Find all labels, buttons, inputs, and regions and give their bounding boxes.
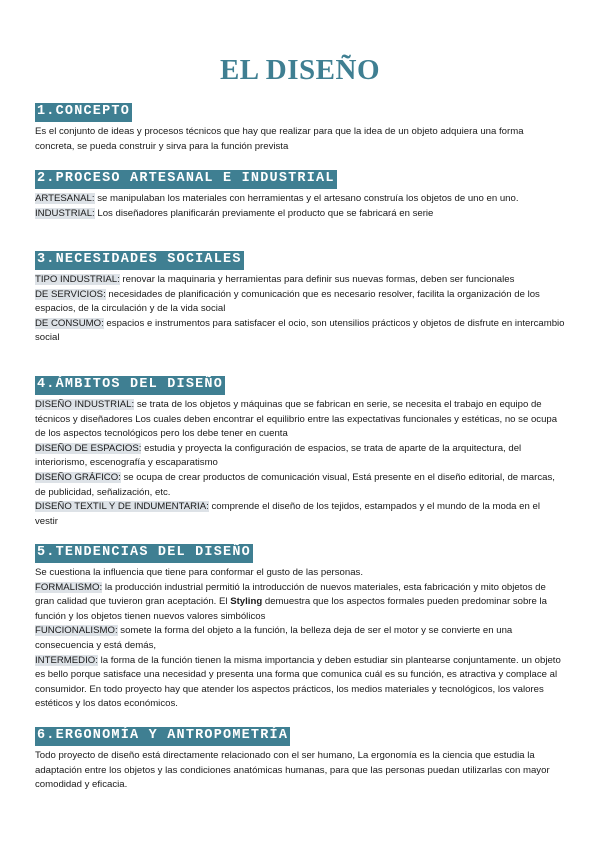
term-label: DE CONSUMO: bbox=[35, 317, 104, 329]
paragraph bbox=[35, 581, 565, 625]
paragraph-text: estudia y proyecta la configuración de espacios, se trata de aparte de la arquitectura, del interiorismo, escenografía y escaparatismo bbox=[35, 442, 522, 469]
bold-term: Styling bbox=[230, 596, 263, 608]
paragraph-text: se ocupa de crear productos de comunicación visual, Está presente en el diseño editorial, de marcas, de publicidad, señalización, etc. bbox=[35, 471, 555, 498]
paragraph-text: espacios e instrumentos para satisfacer el ocio, son utensilios prácticos y objetos de disfrute en intercambio social bbox=[35, 317, 565, 344]
paragraph-text: Es el conjunto de ideas y procesos técnicos que hay que realizar para que la idea de un objeto adquiera una forma concreta, se pueda construir y sirva para la función prevista bbox=[35, 126, 524, 152]
paragraph-text: Todo proyecto de diseño está directamente relacionado con el ser humano, La ergonomía es la ciencia que estudia la adaptación entre los objetos y las condiciones anatómicas humanas, para que las personas puedan utilizarlas con mayor comodidad y eficacia. bbox=[35, 750, 550, 791]
paragraph-text: necesidades de planificación y comunicación que es necesario resolver, facilita la organización de los espacios, de la circulación y de la vida social bbox=[35, 288, 540, 315]
paragraph-text: somete la forma del objeto a la función, la belleza deja de ser el motor y se convierte en una consecuencia y está demás, bbox=[35, 625, 513, 651]
section-heading: 6.ERGONOMÍA Y ANTROPOMETRÍA bbox=[35, 727, 290, 746]
term-label: FORMALISMO: bbox=[35, 581, 103, 593]
paragraph bbox=[35, 125, 565, 154]
paragraph bbox=[35, 273, 565, 288]
paragraph bbox=[35, 288, 565, 317]
term-label: TIPO INDUSTRIAL: bbox=[35, 274, 120, 285]
paragraph-text: se trata de los objetos y máquinas que se fabrican en serie, se necesita el trabajo en equipo de técnicos y diseñadores Los cuales deben encontrar el equilibrio entre las expectativas funcionales y estéticas, no se ocupa de los aspectos tecnológicos pero los debe tener en cuenta bbox=[35, 399, 558, 440]
term-label: DISEÑO TEXTIL Y DE INDUMENTARIA: bbox=[35, 501, 209, 513]
page-title: EL DISEÑO bbox=[219, 54, 381, 86]
section-concepto bbox=[35, 101, 565, 154]
paragraph bbox=[35, 398, 565, 442]
paragraph bbox=[35, 471, 565, 500]
paragraph bbox=[35, 500, 565, 529]
paragraph bbox=[35, 566, 565, 581]
term-label: DISEÑO DE ESPACIOS: bbox=[35, 442, 142, 454]
term-label: ARTESANAL: bbox=[35, 193, 95, 204]
paragraph-text: demuestra que los aspectos formales pueden predominar sobre la función y los objetos tienen nuevos valores simbólicos bbox=[35, 596, 547, 622]
section-ergonomia bbox=[35, 725, 565, 793]
paragraph bbox=[35, 654, 565, 712]
paragraph bbox=[35, 749, 565, 793]
term-label: INDUSTRIAL: bbox=[35, 207, 95, 219]
section-proceso bbox=[35, 168, 565, 221]
section-tendencias bbox=[35, 542, 565, 712]
term-label: FUNCIONALISMO: bbox=[35, 625, 118, 637]
section-heading: 2.PROCESO ARTESANAL E INDUSTRIAL bbox=[35, 170, 337, 189]
paragraph bbox=[35, 624, 565, 653]
section-heading: 4.ÁMBITOS DEL DISEÑO bbox=[35, 376, 225, 395]
paragraph-text: comprende el diseño de los tejidos, estampados y el mundo de la moda en el vestir bbox=[35, 501, 540, 527]
section-heading: 3.NECESIDADES SOCIALES bbox=[35, 251, 244, 270]
paragraph-text: renovar la maquinaria y herramientas para definir sus nuevas formas, deben ser funcionales bbox=[119, 274, 515, 285]
section-ambitos bbox=[35, 374, 565, 529]
section-heading: 1.CONCEPTO bbox=[35, 103, 132, 122]
paragraph-text: la producción industrial permitió la introducción de nuevos materiales, esta fabricación y mito objetos de gran calidad que tuvieron gran aceptación. El bbox=[35, 581, 546, 608]
paragraph-text: Se cuestiona la influencia que tiene para conformar el gusto de las personas. bbox=[35, 567, 363, 578]
paragraph bbox=[35, 442, 565, 471]
paragraph-text: se manipulaban los materiales con herramientas y el artesano construía los objetos de uno en uno. bbox=[94, 193, 519, 204]
paragraph bbox=[35, 192, 565, 207]
paragraph bbox=[35, 317, 565, 346]
section-necesidades bbox=[35, 249, 565, 346]
term-label: DISEÑO GRÁFICO: bbox=[35, 471, 121, 483]
term-label: INTERMEDIO: bbox=[35, 654, 98, 666]
term-label: DISEÑO INDUSTRIAL: bbox=[35, 399, 135, 410]
paragraph-text: la forma de la función tienen la misma importancia y deben estudiar sin plantearse conjuntamente. un objeto es bello porque satisface una necesidad y presenta una forma que comunica cuál es su función, es atractiva y complace al consumidor. En todo proyecto hay que atender los aspectos prácticos, los medios materiales y tecnológicos, los valores estéticos y los datos económicos. bbox=[35, 654, 561, 710]
paragraph bbox=[35, 207, 565, 222]
term-label: DE SERVICIOS: bbox=[35, 288, 106, 300]
paragraph-text: Los diseñadores planificarán previamente el producto que se fabricará en serie bbox=[94, 207, 434, 219]
section-heading: 5.TENDENCIAS DEL DISEÑO bbox=[35, 544, 253, 563]
